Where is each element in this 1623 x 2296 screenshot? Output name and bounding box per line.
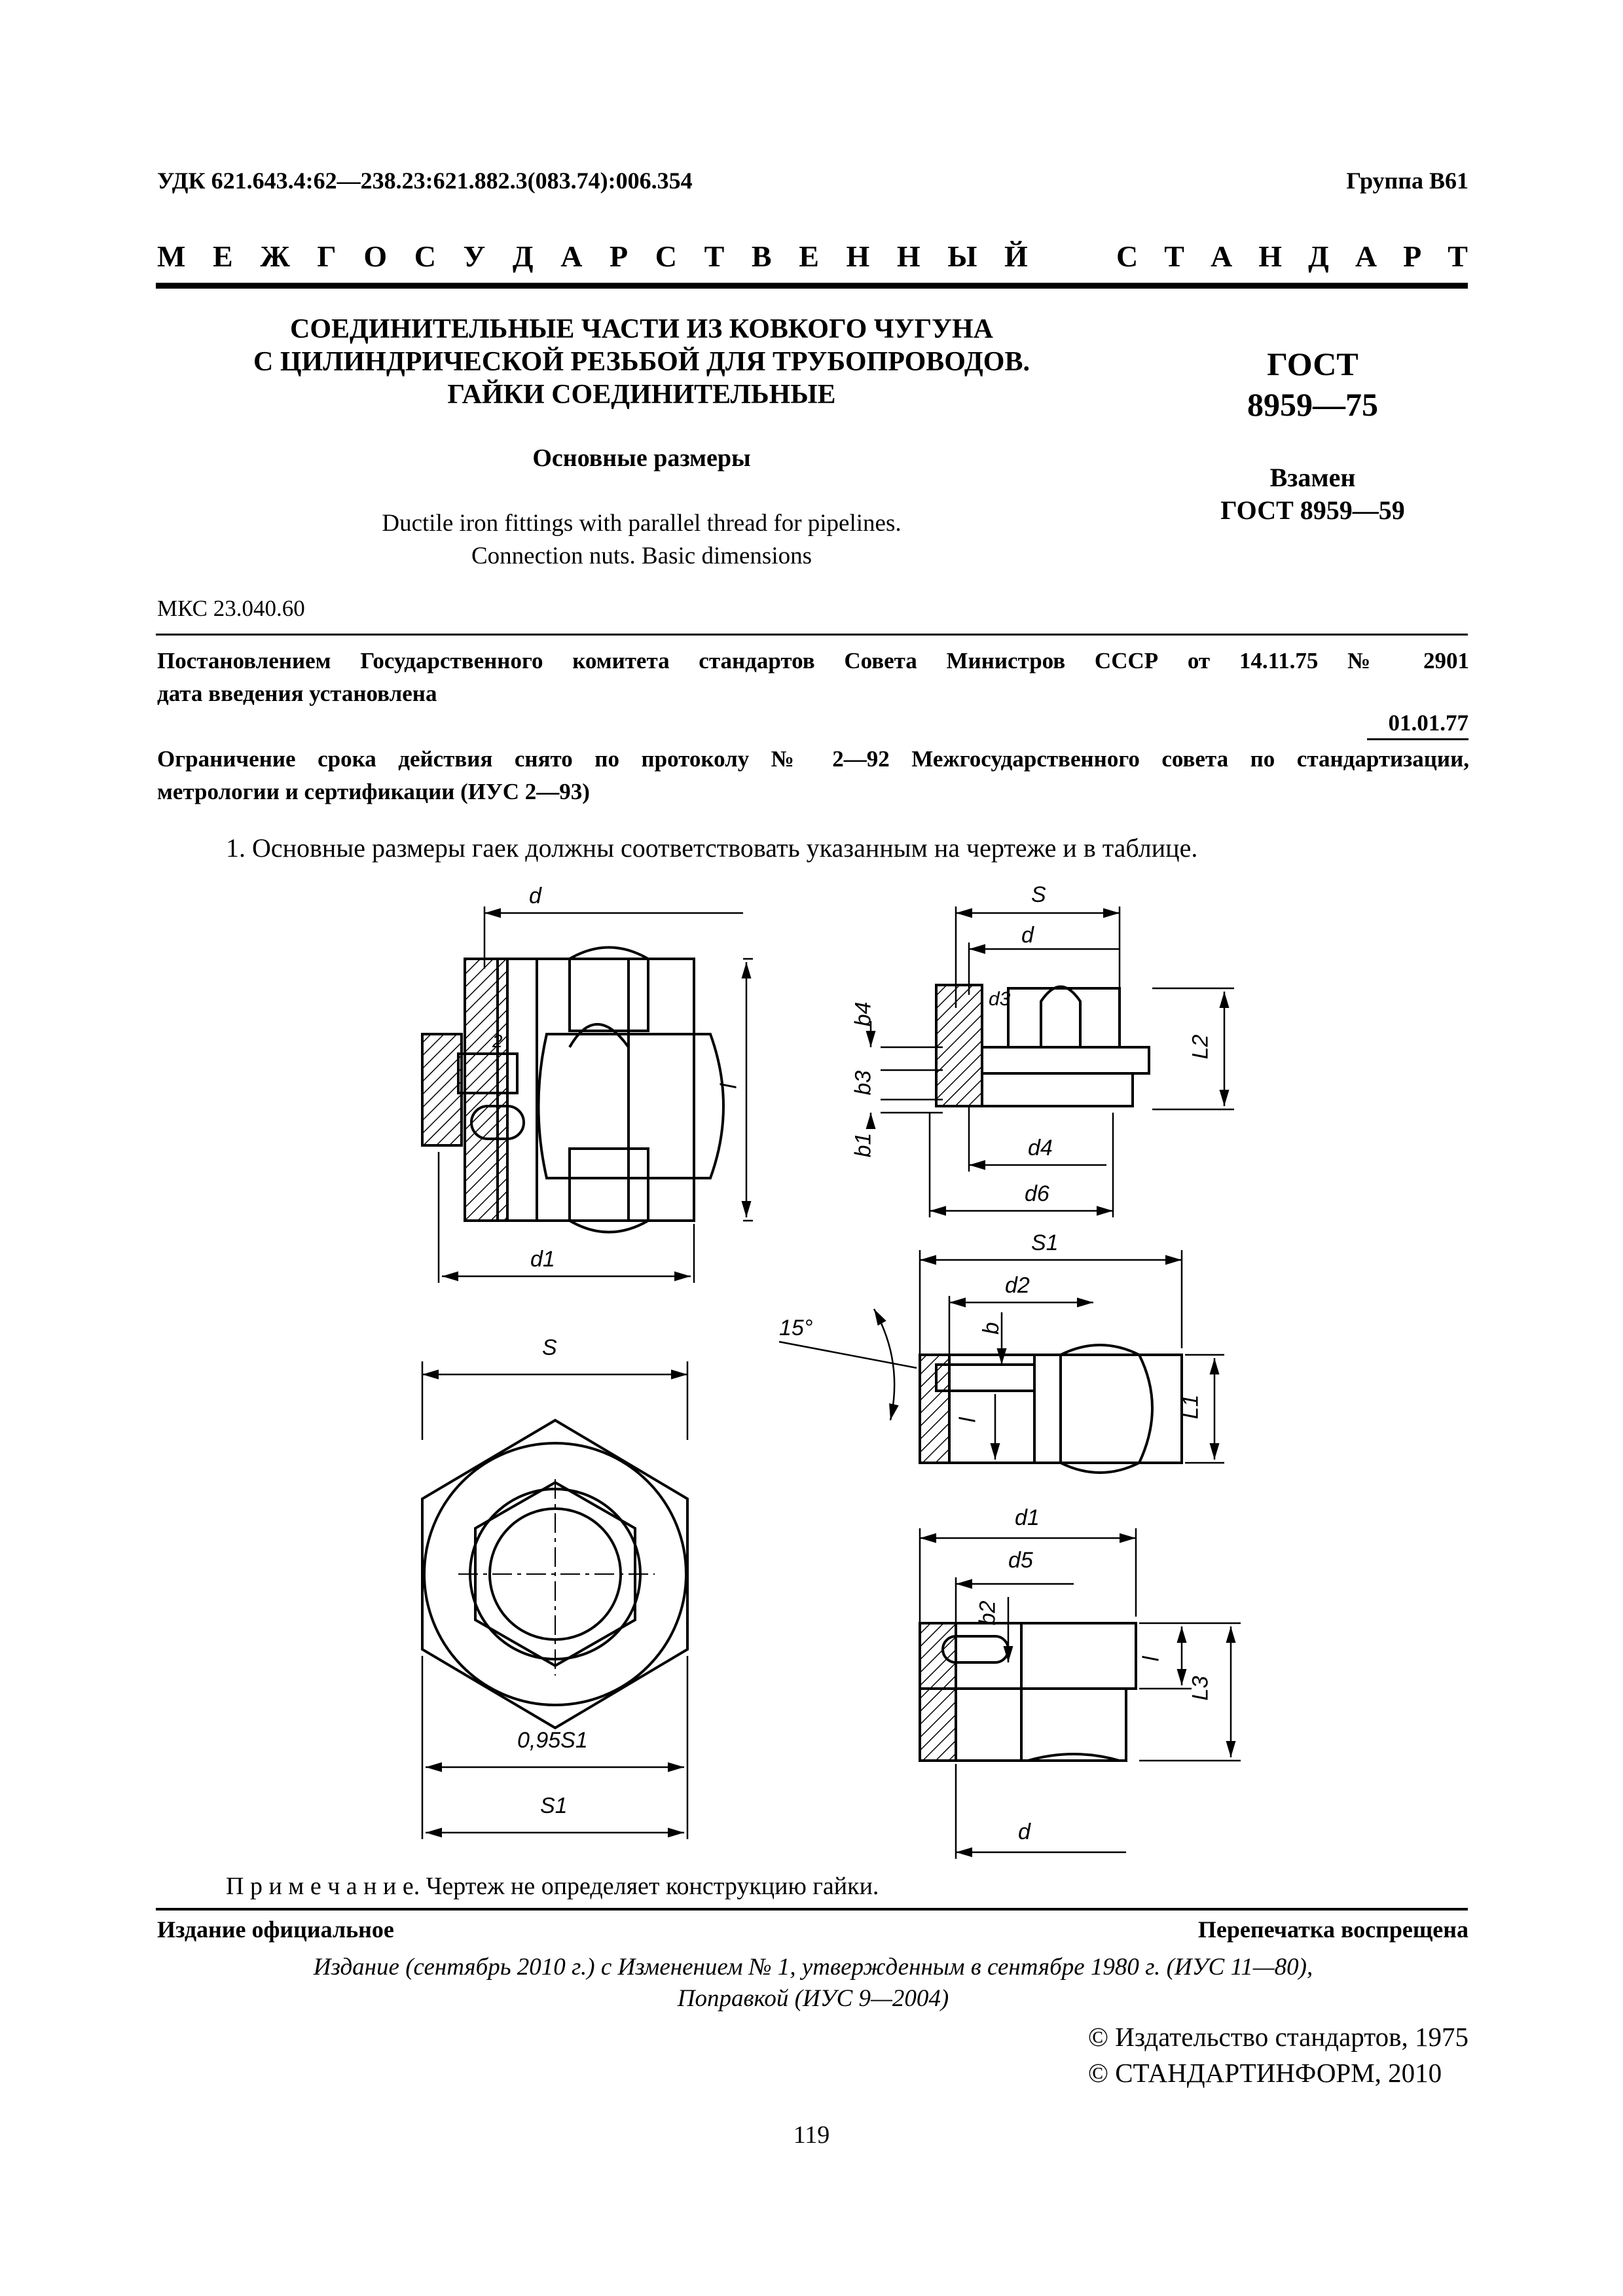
label-s1: S1 xyxy=(1031,1230,1059,1255)
assembly-section-view xyxy=(422,906,753,1283)
label-b3: b3 xyxy=(850,1070,876,1096)
reprint-label: Перепечатка воспрещена xyxy=(1197,1916,1468,1943)
label-d5: d5 xyxy=(1008,1548,1033,1573)
label-d3: d3 xyxy=(989,988,1011,1010)
label-l3: L3 xyxy=(1188,1676,1213,1701)
replaces-label: Взамен xyxy=(1269,463,1356,492)
edition-history-line-2: Поправкой (ИУС 9—2004) xyxy=(677,1985,949,2012)
introduction-date: 01.01.77 xyxy=(1388,710,1468,736)
label-d2: d2 xyxy=(1005,1273,1030,1298)
banner-right: С Т А Н Д А Р Т xyxy=(1116,240,1468,273)
title-line-2: С ЦИЛИНДРИЧЕСКОЙ РЕЗЬБОЙ ДЛЯ ТРУБОПРОВОДОВ. xyxy=(253,347,1030,377)
label-d-bottom: d xyxy=(1018,1820,1030,1844)
udk-code: УДК 621.643.4:62—238.23:621.882.3(083.74):006.354 xyxy=(157,168,693,194)
edition-label: Издание официальное xyxy=(157,1916,394,1943)
nut-section-view xyxy=(871,906,1234,1217)
title-line-1: СОЕДИНИТЕЛЬНЫЕ ЧАСТИ ИЗ КОВКОГО ЧУГУНА xyxy=(290,314,993,344)
gost-number: 8959—75 xyxy=(1247,386,1378,423)
document-subtitle: Основные размеры xyxy=(532,444,751,472)
hex-top-view xyxy=(422,1361,687,1839)
label-s: S xyxy=(1031,882,1046,907)
replaces-gost: ГОСТ 8959—59 xyxy=(1220,495,1405,525)
label-b1: b1 xyxy=(850,1132,876,1158)
label-l-bottom: l xyxy=(1139,1656,1164,1662)
banner-left: М Е Ж Г О С У Д А Р С Т В Е Н Н Ы Й xyxy=(157,240,1028,273)
label-l2: L2 xyxy=(1188,1034,1213,1060)
label-l1: L1 xyxy=(1178,1394,1203,1420)
limit-line-2: метрологии и сертификации (ИУС 2—93) xyxy=(157,779,590,804)
drawing-note: П р и м е ч а н и е. Чертеж не определяет конструкцию гайки. xyxy=(226,1873,879,1900)
edition-history xyxy=(157,1952,1469,2015)
label-d1-bottom: d1 xyxy=(1015,1505,1040,1530)
gost-label: ГОСТ xyxy=(1267,346,1359,382)
decree-line-2: дата введения установлена xyxy=(157,681,437,706)
label-d-top: d xyxy=(1021,923,1034,948)
label-d4: d4 xyxy=(1028,1136,1053,1160)
nut-side-view xyxy=(779,1250,1224,1473)
english-title-line-2: Connection nuts. Basic dimensions xyxy=(471,543,812,569)
label-095s1: 0,95S1 xyxy=(517,1728,588,1753)
english-title-line-1: Ductile iron fittings with parallel thread for pipelines. xyxy=(382,510,902,537)
label-l: l xyxy=(716,1083,742,1089)
copyright-1975: © Издательство стандартов, 1975 xyxy=(1087,2022,1468,2052)
edition-history-line-1: Издание (сентябрь 2010 г.) с Изменением № 1, утвержденным в сентябре 1980 г. (ИУС 11—80), xyxy=(313,1954,1313,1981)
copyright-2010: © СТАНДАРТИНФОРМ, 2010 xyxy=(1087,2058,1442,2088)
label-s-hex: S xyxy=(542,1335,557,1360)
mks-code: МКС 23.040.60 xyxy=(157,596,305,621)
footer-rule xyxy=(156,1908,1468,1910)
label-b: b xyxy=(978,1322,1004,1335)
label-s1-hex: S1 xyxy=(540,1793,568,1818)
label-b4: b4 xyxy=(850,1001,876,1027)
clause-1: 1. Основные размеры гаек должны соответствовать указанным на чертеже и в таблице. xyxy=(226,833,1198,863)
label-2: 2 xyxy=(492,1031,503,1051)
label-d6: d6 xyxy=(1025,1181,1049,1206)
title-line-3: ГАЙКИ СОЕДИНИТЕЛЬНЫЕ xyxy=(447,380,836,410)
label-d1: d1 xyxy=(530,1247,555,1272)
label-l-mid: l xyxy=(955,1417,981,1423)
copyright-block xyxy=(1088,2019,1468,2091)
label-d: d xyxy=(529,884,541,908)
label-15deg: 15° xyxy=(779,1316,813,1340)
group-code: Группа В61 xyxy=(1346,168,1468,194)
label-b2: b2 xyxy=(975,1600,1000,1626)
page-number: 119 xyxy=(793,2121,830,2149)
decree-line-1: Постановлением Государственного комитета стандартов Совета Министров СССР от 14.11.75 № 2901 xyxy=(157,648,1469,673)
limit-line-1: Ограничение срока действия снято по протоколу № 2—92 Межгосударственного совета по стандартизации, xyxy=(157,746,1469,772)
